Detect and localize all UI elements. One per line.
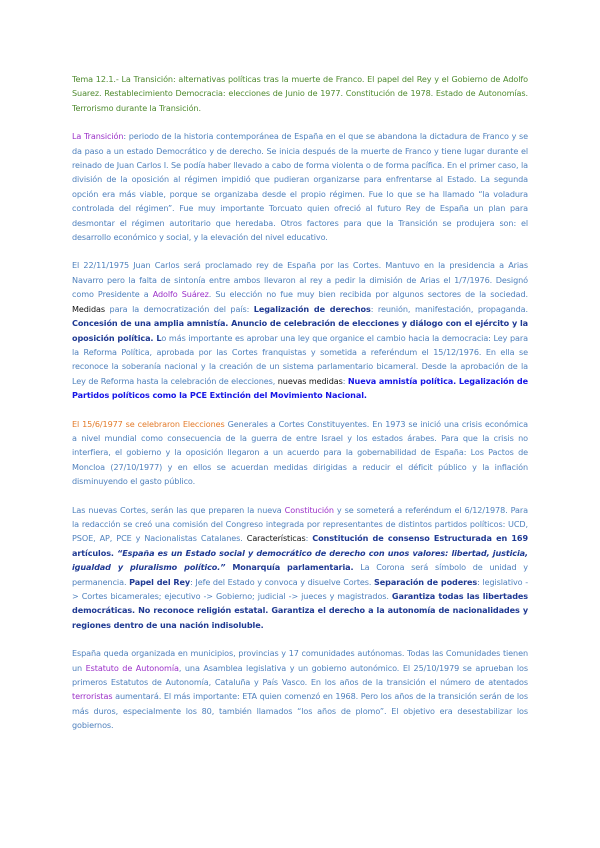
text-run: aumentará. El más importante: ETA quien comenzó en 1968. Pero los años de la transición serán de los más duros, especialmente los 80, también llamados “los años de plomo”. El objetivo era desestabilizar los gobiernos. [72,691,528,731]
text-run: Características [246,533,306,544]
paragraph-juan-carlos [72,258,528,402]
text-run: : reunión, manifestación, propaganda. [370,303,528,314]
document-title: Tema 12.1.- La Transición: alternativas políticas tras la muerte de Franco. El papel del Rey y el Gobierno de Adolfo Suarez. Restablecimiento Democracia: elecciones de Junio de 1977. Constitución de 1978. Estado de Autonomías. Terrorismo durante la Transición. [72,74,528,113]
text-run: : [305,533,313,544]
text-run: : Jefe del Estado y convoca y disuelve Cortes. [190,576,375,587]
text-run: Garantiza todas las libertades democráticas. No reconoce religión estatal. Garantiza el derecho a la autonomía de nacionalidades y regiones dentro de una nación indisoluble. [72,591,528,630]
text-run: Medidas [72,303,105,314]
text-run: Constitución de consenso Estructurada en 169 artículos. [72,533,528,558]
text-run: Adolfo Suárez [152,289,209,300]
text-run: La Transición [72,131,124,142]
text-run: : periodo de la historia contemporánea de España en el que se abandona la dictadura de Franco y se da paso a un estado Democrático y de derecho. Se inicia después de la muerte de Franco y tiene lugar durante el reinado de Juan Carlos I. Se podía haber llevado a cabo de forma violenta o de forma pacífica. En el primer caso, la división de la oposición al régimen impidió que pudieran organizarse para enfrentarse al Estado. La segunda opción era más viable, porque se organizaba desde el propio régimen. Fue lo que se ha llamado “la voladura controlada del régimen”. Fue muy importante Torcuato quien ofreció al futuro Rey de España un plan para desmontar el régimen autoritario que heredaba. Otros factores para que la Transición se produjera son: el desarrollo económico y social, y la elevación del nivel educativo. [72,131,528,243]
text-run: “España es un Estado social y democrático de derecho con unos valores: libertad, justicia, igualdad y pluralismo político.” [72,547,529,573]
text-run: Legalización de derechos [253,303,371,314]
text-run: Nueva amnistía política. Legalización de Partidos políticos como la PCE Extinción del Movimiento Nacional. [72,375,528,401]
paragraph-elecciones [72,417,528,489]
text-run: . Su elección no fue muy bien recibida por algunos sectores de la sociedad. [208,289,528,300]
text-run: La Corona será símbolo de unidad y permanencia. [72,562,528,587]
text-run: Constitución [284,504,334,515]
text-run: Separación de poderes [374,576,478,587]
text-run: : legislativo -> Cortes bicamerales; ejecutivo -> Gobierno; judicial -> jueces y magistrados. [72,576,529,601]
text-run: El 22/11/1975 Juan Carlos será proclamado rey de España por las Cortes. Mantuvo en la presidencia a Arias Navarro pero la falta de sintonía entre ambos llevaron al rey a pedir la dimisión de Arias el 1/7/1976. Designó como Presidente a [72,260,528,300]
text-run: nuevas medidas [277,375,343,386]
text-run: El 15/6/1977 se celebraron Elecciones [72,418,225,429]
text-run: España queda organizada en municipios, provincias y 17 comunidades autónomas. Todas las Comunidades tienen un [72,648,528,673]
text-run: y se someterá a referéndum el 6/12/1978. [333,504,508,515]
text-run: Estatuto de Autonomía [85,662,179,673]
paragraph-autonomias [72,646,528,732]
text-run: Generales a Cortes Constituyentes. En 1973 se inició una crisis económica a nivel mundial como consecuencia de la guerra de entre Israel y los estados árabes. Para que la crisis no interfiera, el gobierno y la oposición llegaron a un acuerdo para la gobernabilidad de España: Los Pactos de Moncloa (27/10/1977) y en ellos se acuerdan medidas dirigidas a reducir el déficit público y la inflación disminuyendo el gasto público. [72,418,528,487]
paragraph-constitucion [72,503,528,633]
paragraph-transicion [72,129,528,244]
text-run: Monarquía parlamentaria. [225,562,354,573]
text-run: , una Asamblea legislativa y un gobierno autonómico. El 25/10/1979 se aprueban los primeros Estatutos de Autonomía, Cataluña y País Vasco. En los años de la transición el número de atentados [72,662,528,688]
text-run: : [342,375,348,386]
text-run: Para la redacción se creó una comisión del Congreso integrada por representantes de distintos partidos políticos: UCD, PSOE, AP, PCE y Nacionalistas Catalanes. [72,504,528,544]
text-run: para la democratización del país: [104,303,254,314]
text-run: Concesión de una amplia amnistía. Anuncio de celebración de elecciones y diálogo con el ejército y la oposición política. L [72,318,528,343]
text-run: terroristas [72,691,113,702]
text-run: o más importante es aprobar una ley que organice el cambio hacia la democracia: Ley para la Reforma Política, aprobada por las Cortes franquistas y sometida a referéndum el 15/12/1976. En ella se reconoce la soberanía nacional y la creación de un sistema parlamentario bicameral. Desde la aprobación de la Ley de Reforma hasta la celebración de elecciones, [72,332,528,386]
text-run: Las nuevas Cortes, serán las que preparen la nueva [72,504,285,515]
text-run: Papel del Rey [129,576,191,587]
